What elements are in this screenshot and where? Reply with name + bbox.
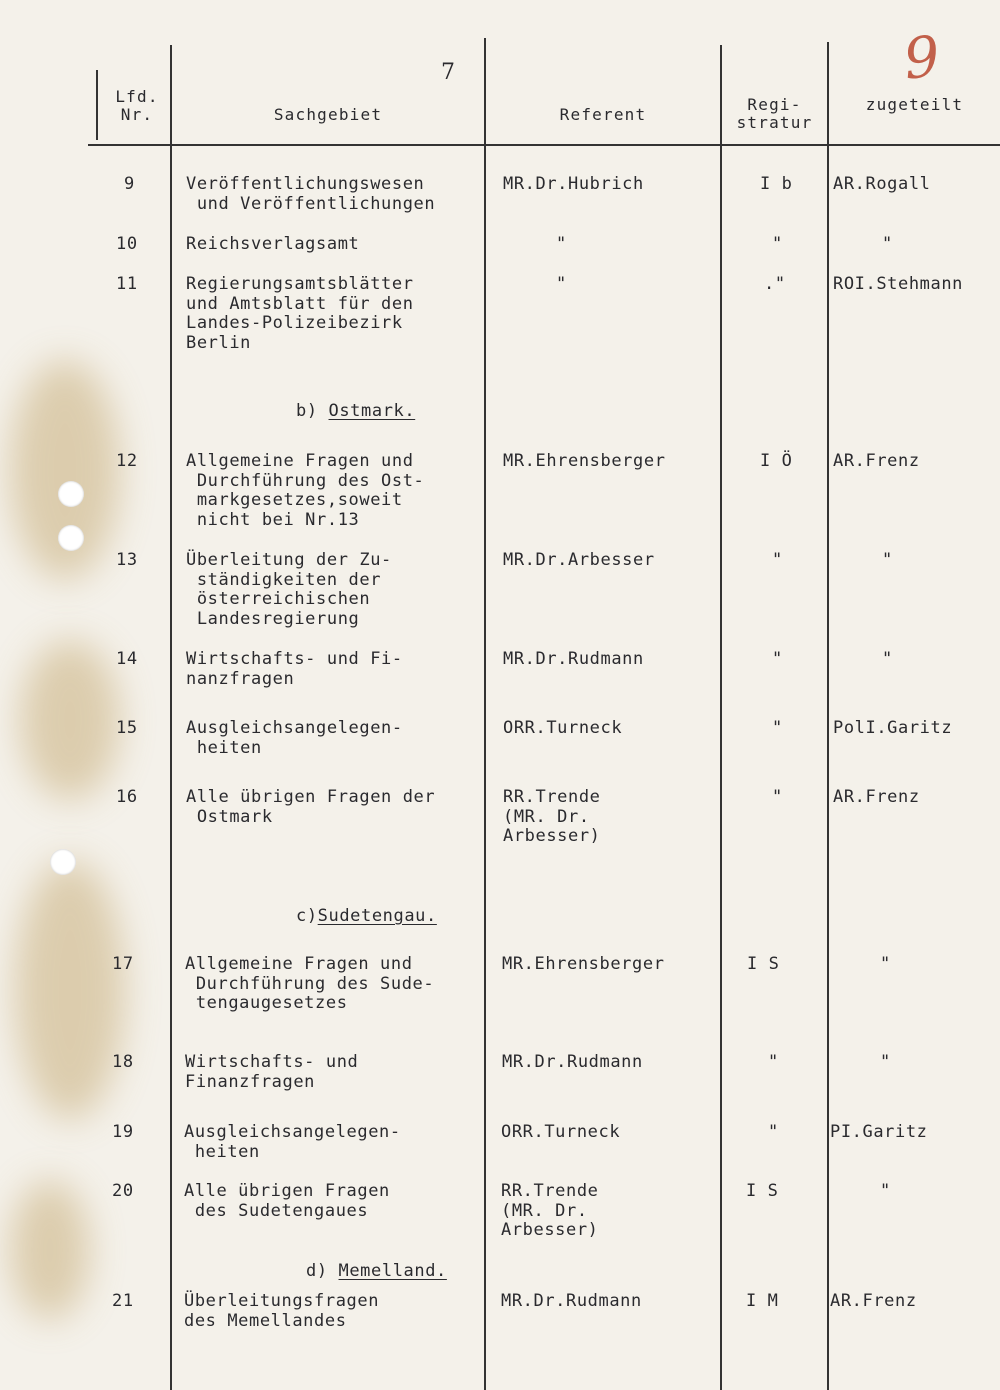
row-referent: RR.Trende (MR. Dr. Arbesser): [501, 1181, 599, 1240]
row-zugeteilt: ": [880, 954, 891, 974]
section-title: Ostmark.: [328, 401, 416, 421]
punch-hole: [50, 849, 76, 875]
row-registratur: I b: [760, 174, 793, 194]
row-number: 13: [116, 550, 138, 570]
section-title: Memelland.: [338, 1261, 447, 1281]
row-registratur: .": [764, 274, 786, 294]
page-number: 7: [441, 60, 455, 85]
row-zugeteilt: AR.Rogall: [833, 174, 931, 194]
row-zugeteilt: AR.Frenz: [833, 787, 920, 807]
row-referent: MR.Ehrensberger: [503, 451, 666, 471]
section-heading: [296, 401, 415, 421]
row-sachgebiet: Ausgleichsangelegen- heiten: [184, 1122, 401, 1162]
row-referent: MR.Ehrensberger: [502, 954, 665, 974]
row-registratur: I Ö: [760, 451, 793, 471]
row-sachgebiet: Regierungsamtsblätter und Amtsblatt für den Landes-Polizeibezirk Berlin: [186, 274, 414, 353]
row-registratur: I S: [746, 1181, 779, 1201]
row-number: 9: [124, 174, 135, 194]
punch-hole: [58, 481, 84, 507]
header-lfd-nr: Lfd. Nr.: [115, 87, 159, 124]
row-referent: ": [556, 274, 567, 294]
column-divider: [720, 45, 722, 1390]
row-number: 14: [116, 649, 138, 669]
row-sachgebiet: Überleitungsfragen des Memellandes: [184, 1291, 380, 1331]
row-zugeteilt: ": [882, 234, 893, 254]
row-zugeteilt: ": [882, 550, 893, 570]
row-registratur: ": [772, 649, 783, 669]
paper-stain: [20, 640, 120, 800]
row-number: 12: [116, 451, 138, 471]
row-number: 19: [112, 1122, 134, 1142]
punch-hole: [58, 525, 84, 551]
section-prefix: c): [296, 906, 318, 926]
row-number: 15: [116, 718, 138, 738]
row-referent: MR.Dr.Hubrich: [503, 174, 644, 194]
row-sachgebiet: Wirtschafts- und Finanzfragen: [185, 1052, 359, 1092]
paper-stain: [10, 1180, 90, 1320]
folio-number: 9: [900, 24, 943, 93]
section-prefix: b): [296, 401, 329, 421]
column-divider: [827, 42, 829, 1390]
column-divider: [484, 38, 486, 1390]
row-number: 16: [116, 787, 138, 807]
column-divider: [170, 45, 172, 1390]
header-rule: [88, 144, 1000, 146]
section-heading: [306, 1261, 447, 1281]
row-registratur: ": [772, 718, 783, 738]
row-registratur: ": [768, 1052, 779, 1072]
row-zugeteilt: AR.Frenz: [833, 451, 920, 471]
row-sachgebiet: Allgemeine Fragen und Durchführung des Ost- markgesetzes,soweit nicht bei Nr.13: [186, 451, 425, 530]
section-heading: [296, 906, 437, 926]
header-zugeteilt: zugeteilt: [865, 95, 964, 114]
row-sachgebiet: Alle übrigen Fragen des Sudetengaues: [184, 1181, 390, 1221]
row-zugeteilt: ROI.Stehmann: [833, 274, 964, 294]
row-sachgebiet: Überleitung der Zu- ständigkeiten der österreichischen Landesregierung: [186, 550, 392, 629]
header-registratur: Regi- stratur: [736, 95, 813, 132]
row-zugeteilt: ": [880, 1052, 891, 1072]
row-referent: ORR.Turneck: [501, 1122, 621, 1142]
row-sachgebiet: Wirtschafts- und Fi- nanzfragen: [186, 649, 403, 689]
header-referent: Referent: [559, 105, 647, 124]
row-zugeteilt: AR.Frenz: [830, 1291, 917, 1311]
row-number: 20: [112, 1181, 134, 1201]
row-sachgebiet: Alle übrigen Fragen der Ostmark: [186, 787, 436, 827]
row-number: 11: [116, 274, 138, 294]
row-number: 21: [112, 1291, 134, 1311]
row-registratur: ": [772, 234, 783, 254]
row-registratur: I M: [746, 1291, 779, 1311]
row-number: 17: [112, 954, 134, 974]
row-registratur: I S: [747, 954, 780, 974]
row-sachgebiet: Veröffentlichungswesen und Veröffentlichungen: [186, 174, 436, 214]
row-referent: MR.Dr.Rudmann: [502, 1052, 643, 1072]
paper-stain: [15, 860, 125, 1120]
row-zugeteilt: ": [880, 1181, 891, 1201]
row-referent: MR.Dr.Arbesser: [503, 550, 655, 570]
row-referent: RR.Trende (MR. Dr. Arbesser): [503, 787, 601, 846]
column-divider: [96, 70, 98, 140]
row-zugeteilt: PI.Garitz: [830, 1122, 928, 1142]
row-referent: MR.Dr.Rudmann: [503, 649, 644, 669]
row-sachgebiet: Ausgleichsangelegen- heiten: [186, 718, 403, 758]
row-registratur: ": [768, 1122, 779, 1142]
row-referent: ": [556, 234, 567, 254]
header-sachgebiet: Sachgebiet: [273, 105, 383, 124]
section-prefix: d): [306, 1261, 339, 1281]
row-number: 10: [116, 234, 138, 254]
section-title: Sudetengau.: [317, 906, 437, 926]
row-zugeteilt: PolI.Garitz: [833, 718, 953, 738]
row-referent: ORR.Turneck: [503, 718, 623, 738]
row-referent: MR.Dr.Rudmann: [501, 1291, 642, 1311]
row-number: 18: [112, 1052, 134, 1072]
row-sachgebiet: Allgemeine Fragen und Durchführung des Sude- tengaugesetzes: [185, 954, 435, 1013]
row-zugeteilt: ": [882, 649, 893, 669]
row-registratur: ": [772, 787, 783, 807]
row-sachgebiet: Reichsverlagsamt: [186, 234, 360, 254]
row-registratur: ": [772, 550, 783, 570]
